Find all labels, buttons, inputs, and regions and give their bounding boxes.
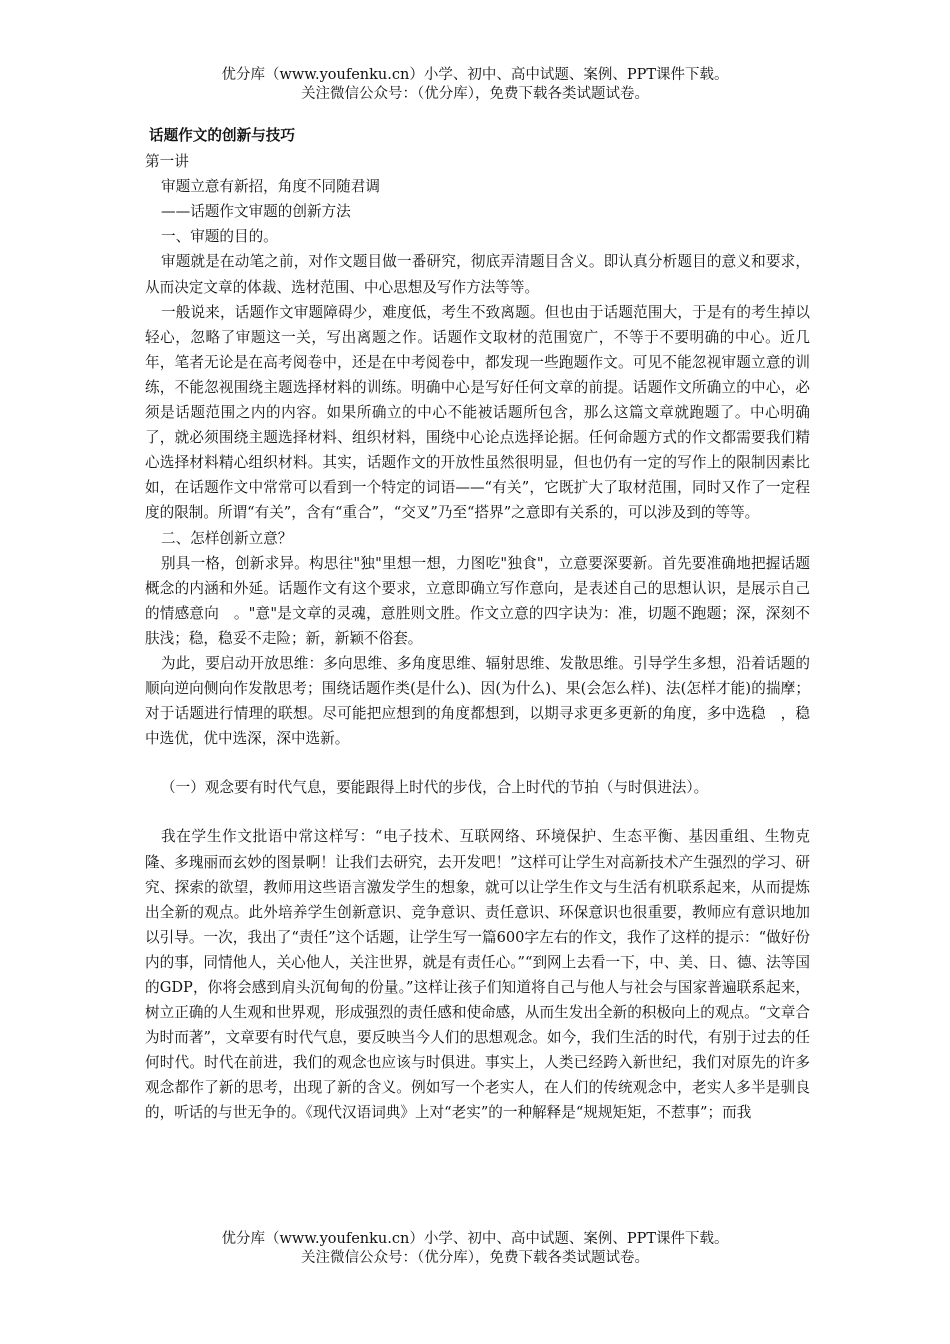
page-header	[0, 66, 950, 104]
section-2-paragraph-1: 别具一格，创新求异。构思往"独"里想一想，力图吃"独食"，立意要深要新。首先要准确地把握话题概念的内涵和外延。话题作文有这个要求，立意即确立写作意向，是表述自己的思想认识，是展示自己的情感意向 。"意"是文章的灵魂，意胜则文胜。作文立意的四字诀为：准，切题不跑题；深，深刻不肤浅；稳，稳妥不走险；新，新颖不俗套。	[145, 554, 810, 647]
footer-line-2: 关注微信公众号：（优分库），免费下载各类试题试卷。	[301, 1250, 649, 1266]
point-1-paragraph-1: 我在学生作文批语中常这样写：“电子技术、互联网络、环境保护、生态平衡、基因重组、生物克隆、多瑰丽而玄妙的图景啊！让我们去研究，去开发吧！”这样可让学生对高新技术产生强烈的学习、研究、探索的欲望，教师用这些语言激发学生的想象，就可以让学生作文与生活有机联系起来，从而提炼出全新的观点。此外培养学生创新意识、竞争意识、责任意识、环保意识也很重要，教师应有意识地加以引导。一次，我出了“责任”这个话题，让学生写一篇600字左右的作文，我作了这样的提示：“做好份内的事，同情他人，关心他人，关注世界，就是有责任心。”“到网上去看一下，中、美、日、德、法等国的GDP，你将会感到肩头沉甸甸的份量。”这样让孩子们知道将自己与他人与社会与国家普遍联系起来，树立正确的人生观和世界观，形成强烈的责任感和使命感，从而生发出全新的积极向上的观点。“文章合为时而著”，文章要有时代气息，要反映当今人们的思想观念。如今，我们生活的时代，有别于过去的任何时代。时代在前进，我们的观念也应该与时俱进。事实上，人类已经跨入新世纪，我们对原先的许多观念都作了新的思考，出现了新的含义。例如写一个老实人，在人们的传统观念中，老实人多半是驯良的，听话的与世无争的。《现代汉语词典》上对“老实”的一种解释是“规规矩矩，不惹事”；而我	[145, 828, 810, 1122]
section-1-paragraph-1: 审题就是在动笔之前，对作文题目做一番研究，彻底弄清题目含义。即认真分析题目的意义和要求，从而决定文章的体裁、选材范围、中心思想及写作方法等等。	[145, 253, 810, 296]
document-body	[145, 123, 810, 1126]
section-1-heading: 一、审题的目的。	[161, 228, 278, 246]
section-2-paragraph-2: 为此，要启动开放思维：多向思维、多角度思维、辐射思维、发散思维。引导学生多想，沿着话题的顺向逆向侧向作发散思考；围绕话题作类(是什么)、因(为什么)、果(会怎么样)、法(怎样才能)的揣摩；对于话题进行情理的联想。尽可能把应想到的角度都想到，以期寻求更多更新的角度，多中选稳 ，稳中选优，优中选深，深中选新。	[145, 654, 810, 748]
header-line-1: 优分库（www.youfenku.cn）小学、初中、高中试题、案例、PPT课件下载。	[221, 67, 729, 83]
header-line-2: 关注微信公众号：（优分库），免费下载各类试题试卷。	[301, 86, 649, 102]
page-footer	[0, 1230, 950, 1268]
footer-line-1: 优分库（www.youfenku.cn）小学、初中、高中试题、案例、PPT课件下载。	[221, 1231, 729, 1247]
point-1-heading: （一）观念要有时代气息，要能跟得上时代的步伐，合上时代的节拍（与时俱进法）。	[161, 779, 709, 797]
subtitle-2: ——话题作文审题的创新方法	[161, 203, 351, 221]
subtitle-1: 审题立意有新招，角度不同随君调	[161, 178, 380, 196]
document-title: 话题作文的创新与技巧	[149, 127, 295, 144]
section-1-paragraph-2: 一般说来，话题作文审题障碍少，难度低，考生不致离题。但也由于话题范围大，于是有的考生掉以轻心，忽略了审题这一关，写出离题之作。话题作文取材的范围宽广，不等于不要明确的中心。近几年，笔者无论是在高考阅卷中，还是在中考阅卷中，都发现一些跑题作文。可见不能忽视审题立意的训练，不能忽视围绕主题选择材料的训练。明确中心是写好任何文章的前提。话题作文所确立的中心，必须是话题范围之内的内容。如果所确立的中心不能被话题所包含，那么这篇文章就跑题了。中心明确了，就必须围绕主题选择材料、组织材料，围绕中心论点选择论据。任何命题方式的作文都需要我们精心选择材料精心组织材料。其实，话题作文的开放性虽然很明显，但也仍有一定的写作上的限制因素比如，在话题作文中常常可以看到一个特定的词语——“有关”，它既扩大了取材范围，同时又作了一定程度的限制。所谓“有关”，含有“重合”，“交叉”乃至“搭界”之意即有关系的，可以涉及到的等等。	[145, 303, 810, 522]
lecture-label: 第一讲	[145, 153, 189, 171]
section-2-heading: 二、怎样创新立意？	[161, 529, 293, 547]
